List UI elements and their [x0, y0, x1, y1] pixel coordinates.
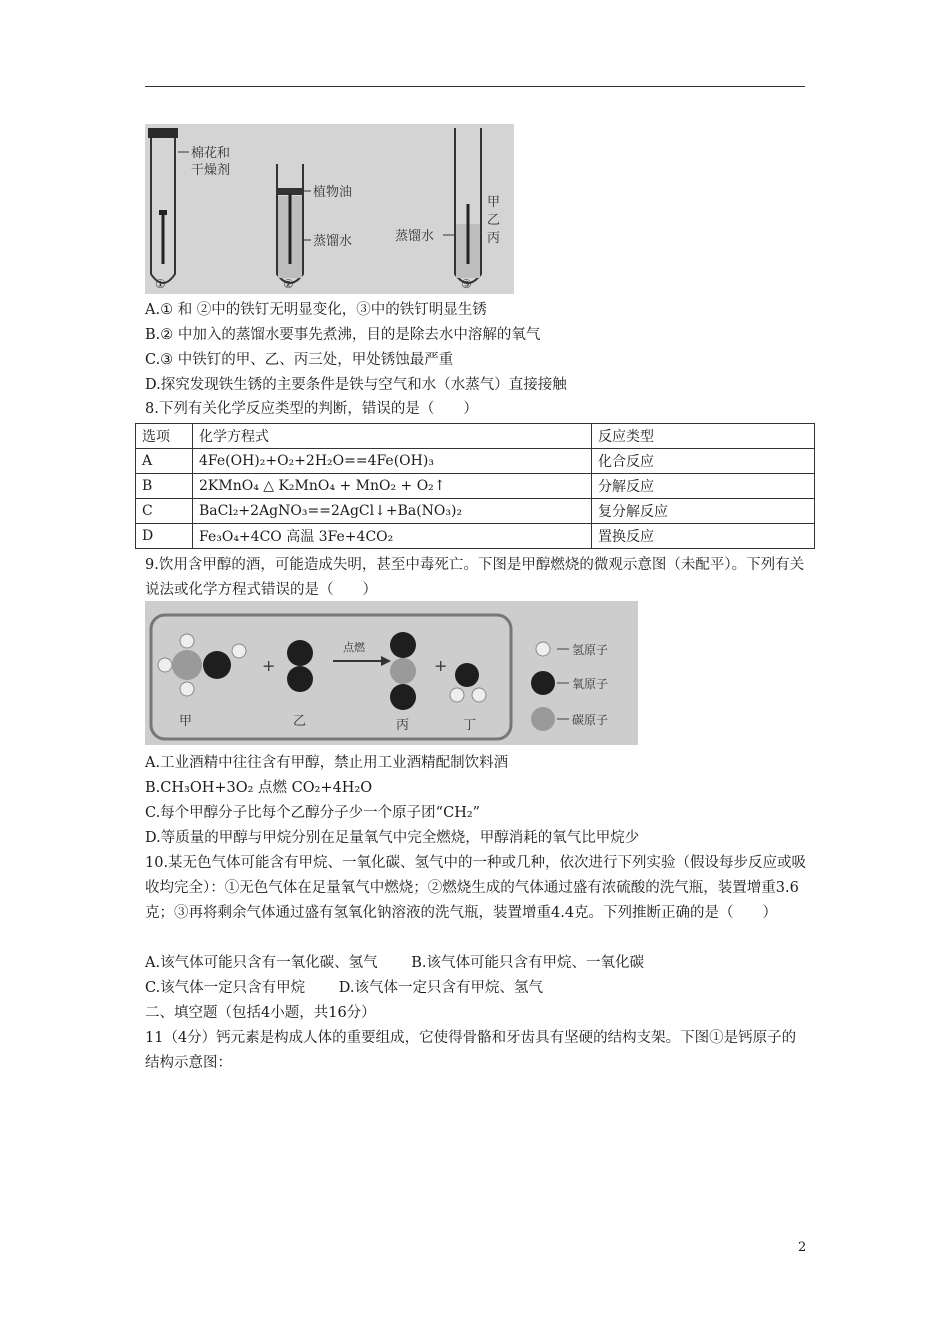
q9-stem: 9.饮用含甲醇的酒，可能造成失明，甚至中毒死亡。下图是甲醇燃烧的微观示意图（未配平）。下列有关说法或化学方程式错误的是（ ）	[145, 557, 805, 598]
tube2-number: ②	[283, 277, 294, 291]
table-header-cell: 选项	[136, 424, 193, 449]
q9-option-a: A.工业酒精中往往含有甲醇，禁止用工业酒精配制饮料酒	[145, 755, 509, 771]
fig2-condition: 点燃	[343, 641, 365, 654]
q8-table	[135, 423, 815, 549]
table-cell-type: 化合反应	[592, 449, 815, 474]
q11-stem: 11（4分）钙元素是构成人体的重要组成，它使得骨骼和牙齿具有坚硬的结构支架。下图①是钙原子的结构示意图：	[145, 1030, 797, 1071]
legend-carbon: 碳原子	[572, 713, 609, 727]
page-number: 2	[798, 1240, 807, 1255]
table-cell-type: 分解反应	[592, 474, 815, 499]
q7-option-a: A.① 和 ②中的铁钉无明显变化，③中的铁钉明显生锈	[145, 302, 487, 318]
q9-option-d: D.等质量的甲醇与甲烷分别在足量氧气中完全燃烧，甲醇消耗的氧气比甲烷少	[145, 830, 640, 846]
methanol-combustion-figure	[145, 601, 638, 745]
table-row	[136, 474, 815, 499]
tube3-water-label: 蒸馏水	[395, 229, 435, 244]
table-cell-type: 置换反应	[592, 524, 815, 549]
tube3-yi-label: 乙	[487, 213, 501, 228]
table-cell-equation: BaCl₂+2AgNO₃==2AgCl↓+Ba(NO₃)₂	[193, 499, 592, 524]
tube3-jia-label: 甲	[487, 195, 501, 210]
fig2-plus-1: +	[262, 656, 276, 675]
table-cell-type: 复分解反应	[592, 499, 815, 524]
q9-option-b: B.CH₃OH+3O₂ 点燃 CO₂+4H₂O	[145, 780, 373, 796]
fig2-jia-label: 甲	[179, 714, 193, 729]
table-cell-option: B	[136, 474, 193, 499]
q7-option-c: C.③ 中铁钉的甲、乙、丙三处，甲处锈蚀最严重	[145, 352, 454, 368]
table-header-cell: 反应类型	[592, 424, 815, 449]
tube1-label-b: 干燥剂	[191, 163, 231, 178]
legend-hydrogen: 氢原子	[572, 643, 609, 657]
q10-options-row2: C.该气体一定只含有甲烷 D.该气体一定只含有甲烷、氢气	[145, 980, 544, 996]
fig2-yi-label: 乙	[293, 714, 307, 729]
molecule-diagram	[145, 601, 638, 745]
table-row	[136, 449, 815, 474]
tube3-number: ③	[461, 277, 472, 291]
fig2-plus-2: +	[434, 656, 448, 675]
q10-options-row1: A.该气体可能只含有一氧化碳、氢气 B.该气体可能只含有甲烷、一氧化碳	[145, 955, 644, 971]
tube1-number: ①	[155, 277, 166, 291]
table-row	[136, 524, 815, 549]
fig2-ding-label: 丁	[463, 718, 477, 733]
q10-stem: 10.某无色气体可能含有甲烷、一氧化碳、氢气中的一种或几种，依次进行下列实验（假设每步反应或吸收均完全）：①无色气体在足量氧气中燃烧；②燃烧生成的气体通过盛有浓硫酸的洗气瓶，装置增重3.6克；③再将剩余气体通过盛有氢氧化钠溶液的洗气瓶，装置增重4.4克。下列推断正确的是（ ）	[145, 855, 807, 921]
q9-option-c: C.每个甲醇分子比每个乙醇分子少一个原子团“CH₂”	[145, 805, 481, 821]
table-cell-option: A	[136, 449, 193, 474]
tube2-oil-label: 植物油	[313, 185, 353, 200]
table-cell-equation: 4Fe(OH)₂+O₂+2H₂O==4Fe(OH)₃	[193, 449, 592, 474]
header-rule	[145, 86, 805, 87]
table-cell-equation: 2KMnO₄ △ K₂MnO₄ + MnO₂ + O₂↑	[193, 474, 592, 499]
q8-stem: 8.下列有关化学反应类型的判断，错误的是（ ）	[145, 401, 478, 417]
test-tubes-drawing	[145, 124, 514, 294]
iron-rust-experiment-figure	[145, 124, 514, 294]
tube2-water-label: 蒸馏水	[313, 234, 353, 249]
q7-option-b: B.② 中加入的蒸馏水要事先煮沸，目的是除去水中溶解的氧气	[145, 327, 541, 343]
legend-oxygen: 氧原子	[572, 677, 609, 691]
table-cell-option: C	[136, 499, 193, 524]
table-row	[136, 499, 815, 524]
table-header-cell: 化学方程式	[193, 424, 592, 449]
table-header-row	[136, 424, 815, 449]
table-cell-equation: Fe₃O₄+4CO 高温 3Fe+4CO₂	[193, 524, 592, 549]
section-heading: 二、填空题（包括4小题，共16分）	[145, 1005, 376, 1021]
tube1-label-a: 棉花和	[191, 146, 231, 161]
fig2-bing-label: 丙	[396, 718, 410, 733]
table-cell-option: D	[136, 524, 193, 549]
tube3-bing-label: 丙	[487, 231, 501, 246]
q7-option-d: D.探究发现铁生锈的主要条件是铁与空气和水（水蒸气）直接接触	[145, 377, 567, 393]
